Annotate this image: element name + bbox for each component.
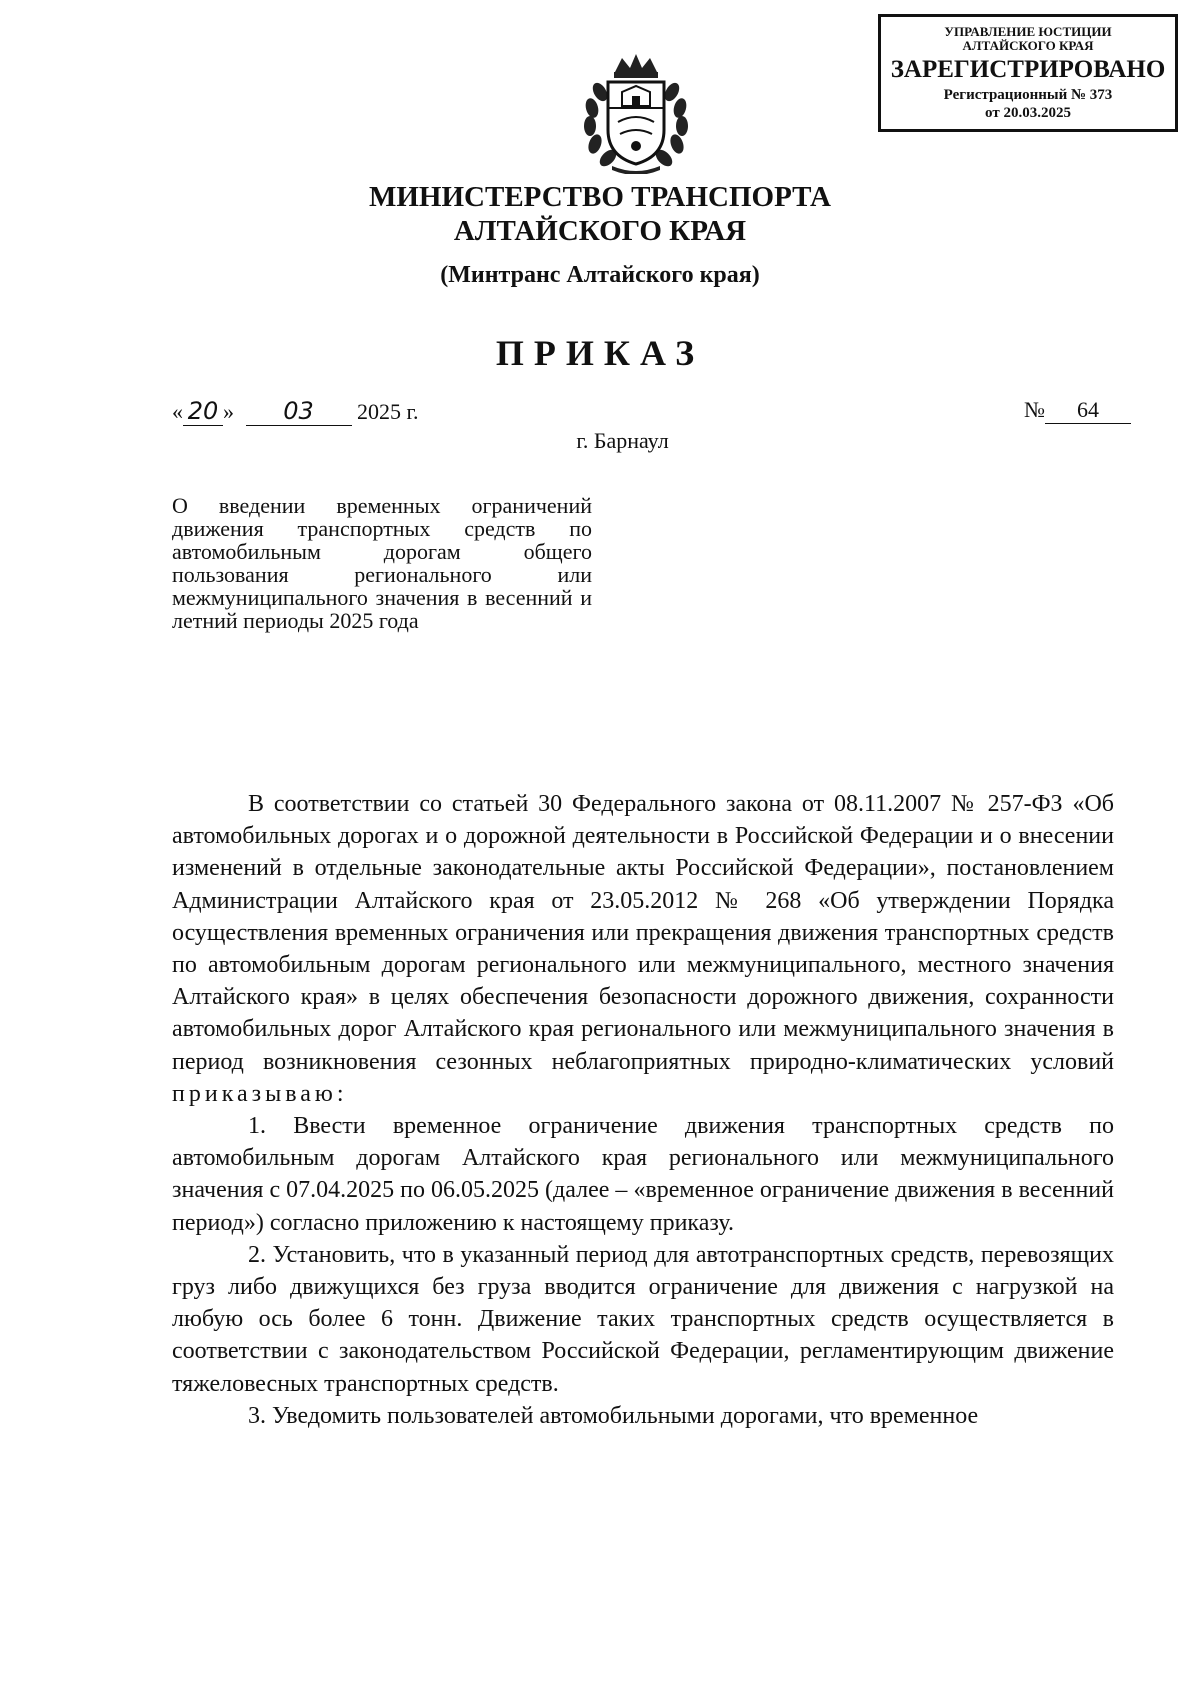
item-1-paragraph: 1. Ввести временное ограничение движения транспортных средств по автомобильным дорогам Алтайского края регионального или межмуниципального значения с 07.04.2025 по 06.05.2025 (далее – «временное ограничение движения в весенний период») согласно приложению к настоящему приказу. (172, 1113, 1114, 1236)
ministry-name-line2: АЛТАЙСКОГО КРАЯ (453, 215, 747, 247)
preamble-paragraph (172, 788, 1114, 1110)
stamp-reg-date: от 20.03.2025 (985, 105, 1071, 121)
document-type-title: ПРИКАЗ (495, 333, 705, 373)
ministry-name-line1: МИНИСТЕРСТВО ТРАНСПОРТА (369, 181, 831, 213)
registration-stamp (878, 14, 1178, 132)
order-number (1024, 397, 1131, 424)
date-quote-open: « (172, 399, 183, 424)
order-body (172, 788, 1114, 1432)
order-date (172, 397, 419, 426)
stamp-reg-number: Регистрационный № 373 (943, 87, 1113, 103)
stamp-authority-line1: УПРАВЛЕНИЕ ЮСТИЦИИ (944, 24, 1112, 39)
order-subject: О введении временных ограничений движения транспортных средств по автомобильным дорогам общего пользования регионального или межмуниципального значения в весенний и летний периоды 2025 года (172, 493, 592, 633)
item-3-paragraph: 3. Уведомить пользователей автомобильными дорогами, что временное (248, 1402, 979, 1429)
city: г. Барнаул (576, 428, 669, 453)
order-year: 2025 г. (357, 399, 419, 424)
ministry-short-name: (Минтранс Алтайского края) (440, 262, 760, 288)
order-month: 03 (246, 397, 352, 426)
order-number-label: № (1024, 397, 1045, 422)
order-number-value: 64 (1045, 397, 1131, 424)
ministry-name (0, 180, 1200, 248)
preamble-text: В соответствии со статьей 30 Федерального закона от 08.11.2007 № 257-ФЗ «Об автомобильных дорогах и о дорожной деятельности в Российской Федерации и о внесении изменений в отдельные законодательные акты Российской Федерации», постановлением Администрации Алтайского края от 23.05.2012 № 268 «Об утверждении Порядка осуществления временных ограничения или прекращения движения транспортных средств по автомобильным дорогам регионального или межмуниципального, местного значения Алтайского края» в целях обеспечения безопасности дорожного движения, сохранности автомобильных дорог Алтайского края регионального или межмуниципального значения в период возникновения сезонных неблагоприятных природно-климатических условий (172, 791, 1114, 1075)
order-word: приказываю: (172, 1080, 348, 1107)
item-2-paragraph: 2. Установить, что в указанный период для автотранспортных средств, перевозящих груз либо движущихся без груза вводится ограничение для движения с нагрузкой на любую ось более 6 тонн. Движение таких транспортных средств осуществляется в соответствии с законодательством Российской Федерации, регламентирующим движение тяжеловесных транспортных средств. (172, 1241, 1114, 1397)
stamp-authority-line2: АЛТАЙСКОГО КРАЯ (962, 38, 1094, 53)
coat-of-arms-icon (578, 52, 694, 174)
date-quote-close: » (223, 399, 234, 424)
stamp-title: ЗАРЕГИСТРИРОВАНО (890, 56, 1166, 83)
order-day: 20 (183, 397, 223, 426)
